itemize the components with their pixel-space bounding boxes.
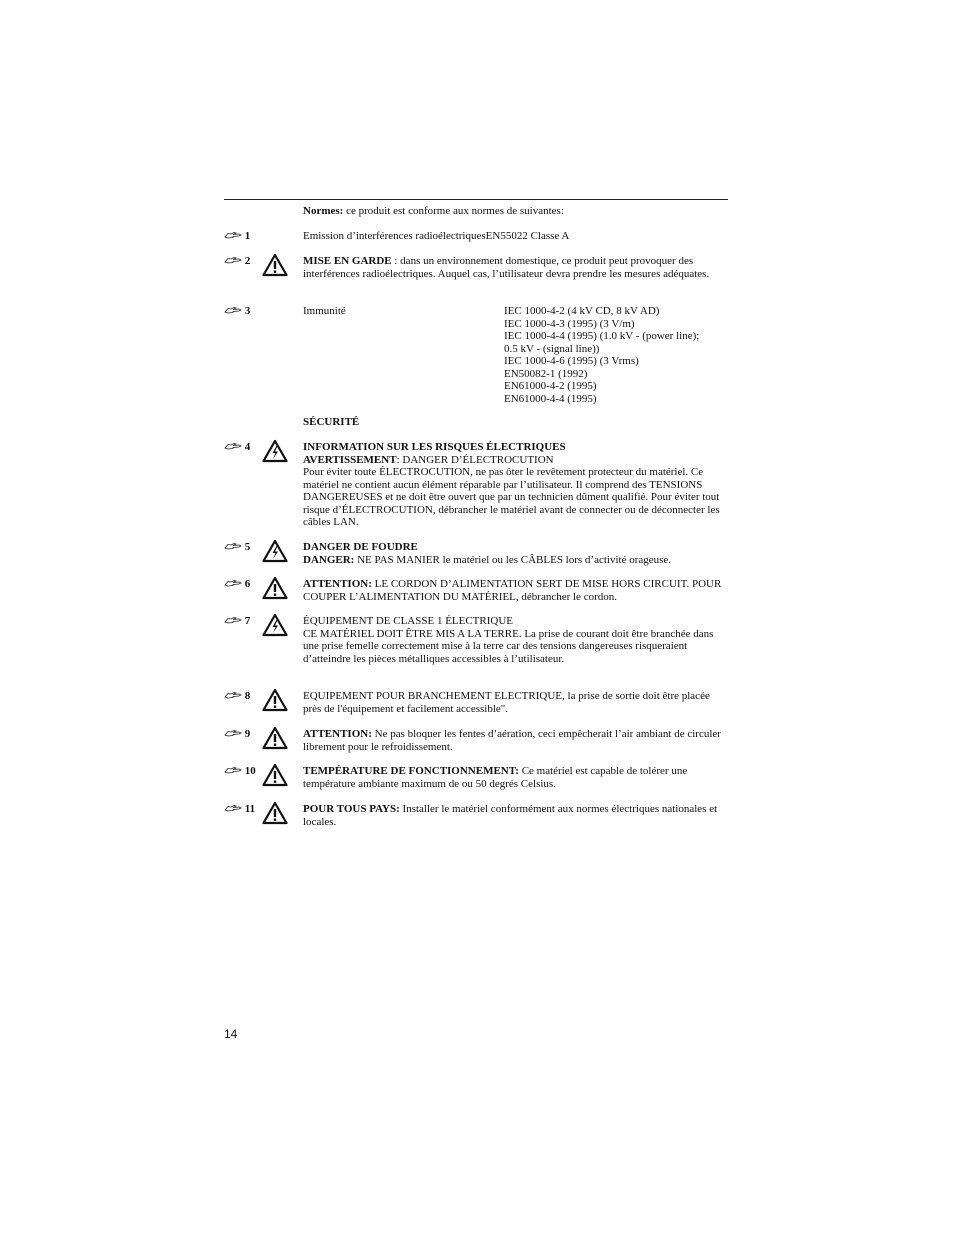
warning-triangle-icon (262, 726, 288, 750)
item-number: 10 (224, 765, 256, 778)
item-1-text: Emission d’interférences radioélectriquesEN55022 Classe A (303, 230, 570, 242)
pointing-hand-icon (224, 804, 242, 812)
electric-shock-triangle-icon (262, 613, 288, 637)
item-number: 11 (224, 803, 255, 816)
pointing-hand-icon (224, 766, 242, 774)
item-number: 2 (224, 255, 250, 268)
item-7-text: CE MATÉRIEL DOIT ÊTRE MIS A LA TERRE. La prise de courant doit être branchée dans une prise femelle correctement mise à la terre car des tensions dangereuses risqueraient d’atteindre les pièces métalliques accessibles à l’utilisateur. (303, 627, 714, 665)
item-4-text: Pour éviter toute ÉLECTROCUTION, ne pas ôter le revêtement protecteur du matériel. Ce matériel ne contient aucun élément réparable par l’utilisateur. Il comprend des TENSIONS DANGEREUSES et ne doit être ouvert que par un technicien dûment qualifié. Pour éviter tout risque d’ÉLECTROCUTION, débrancher le matériel avant de connecter ou de déconnecter les câbles LAN. (303, 466, 720, 528)
warning-triangle-icon (262, 801, 288, 825)
pointing-hand-icon (224, 306, 242, 314)
top-rule (224, 199, 728, 200)
electric-shock-triangle-icon (262, 439, 288, 463)
item-4-label: AVERTISSEMENT (303, 453, 397, 466)
securite-heading: SÉCURITÉ (303, 416, 360, 428)
item-4-title: INFORMATION SUR LES RISQUES ÉLECTRIQUES (303, 441, 566, 453)
item-11-text: Installer le matériel conformément aux normes électriques nationales et locales. (303, 803, 718, 828)
immunity-standards-list (504, 305, 729, 405)
pointing-hand-icon (224, 256, 242, 264)
warning-triangle-icon (262, 576, 288, 600)
normes-text: ce produit est conforme aux normes de suivantes: (343, 205, 564, 217)
warning-triangle-icon (262, 688, 288, 712)
pointing-hand-icon (224, 442, 242, 450)
standard-entry: 0.5 kV - (signal line)) (504, 342, 600, 355)
item-number: 9 (224, 728, 250, 741)
standard-entry: IEC 1000-4-2 (4 kV CD, 8 kV AD) (504, 305, 660, 317)
item-number: 1 (224, 230, 250, 243)
pointing-hand-icon (224, 579, 242, 587)
item-number: 8 (224, 690, 250, 703)
item-5-label: DANGER: (303, 553, 355, 566)
electric-shock-triangle-icon (262, 539, 288, 563)
pointing-hand-icon (224, 691, 242, 699)
item-10-label: TEMPÉRATURE DE FONCTIONNEMENT: (303, 765, 519, 777)
item-5-text: NE PAS MANIER le matériel ou les CÂBLES lors d’activité orageuse. (354, 553, 672, 566)
warning-triangle-icon (262, 253, 288, 277)
item-7-title: ÉQUIPEMENT DE CLASSE 1 ÉLECTRIQUE (303, 615, 514, 627)
item-2-label: MISE EN GARDE (303, 255, 392, 267)
item-6-text: LE CORDON D’ALIMENTATION SERT DE MISE HORS CIRCUIT. POUR COUPER L’ALIMENTATION DU MATÉRIEL, débrancher le cordon. (303, 578, 722, 603)
item-9-label: ATTENTION: (303, 728, 372, 740)
item-11-label: POUR TOUS PAYS: (303, 803, 400, 815)
item-10-text: Ce matériel est capable de tolérer une température ambiante maximum de ou 50 degrés Celsius. (303, 765, 688, 790)
standard-entry: IEC 1000-4-4 (1995) (1.0 kV - (power line); (504, 330, 700, 342)
item-4-label-rest: : DANGER D’ÉLECTROCUTION (396, 453, 554, 466)
standard-entry: IEC 1000-4-3 (1995) (3 V/m) (504, 317, 635, 330)
standard-entry: EN61000-4-2 (1995) (504, 380, 597, 392)
item-number: 3 (224, 305, 250, 318)
pointing-hand-icon (224, 616, 242, 624)
item-2-text: : dans un environnement domestique, ce produit peut provoquer des interférences radioélectriques. Auquel cas, l’utilisateur devra prendre les mesures adéquates. (303, 255, 710, 280)
item-3-label: Immunité (303, 305, 346, 317)
item-6-label: ATTENTION: (303, 578, 372, 590)
pointing-hand-icon (224, 729, 242, 737)
standard-entry: IEC 1000-4-6 (1995) (3 Vrms) (504, 355, 639, 367)
item-number: 5 (224, 541, 250, 554)
standard-entry: EN61000-4-4 (1995) (504, 392, 597, 405)
page-number: 14 (224, 1027, 238, 1041)
standard-entry: EN50082-1 (1992) (504, 367, 588, 380)
normes-label: Normes: (303, 205, 344, 217)
item-9-text: Ne pas bloquer les fentes d’aération, ceci empêcherait l’air ambiant de circuler librement pour le refroidissement. (303, 728, 721, 753)
pointing-hand-icon (224, 542, 242, 550)
item-8-text: EQUIPEMENT POUR BRANCHEMENT ELECTRIQUE, la prise de sortie doit être placée près de l'équipement et facilement accessible". (303, 690, 710, 715)
item-number: 6 (224, 578, 250, 591)
warning-triangle-icon (262, 763, 288, 787)
item-number: 4 (224, 441, 250, 454)
item-number: 7 (224, 615, 250, 628)
item-5-title: DANGER DE FOUDRE (303, 541, 418, 553)
pointing-hand-icon (224, 231, 242, 239)
